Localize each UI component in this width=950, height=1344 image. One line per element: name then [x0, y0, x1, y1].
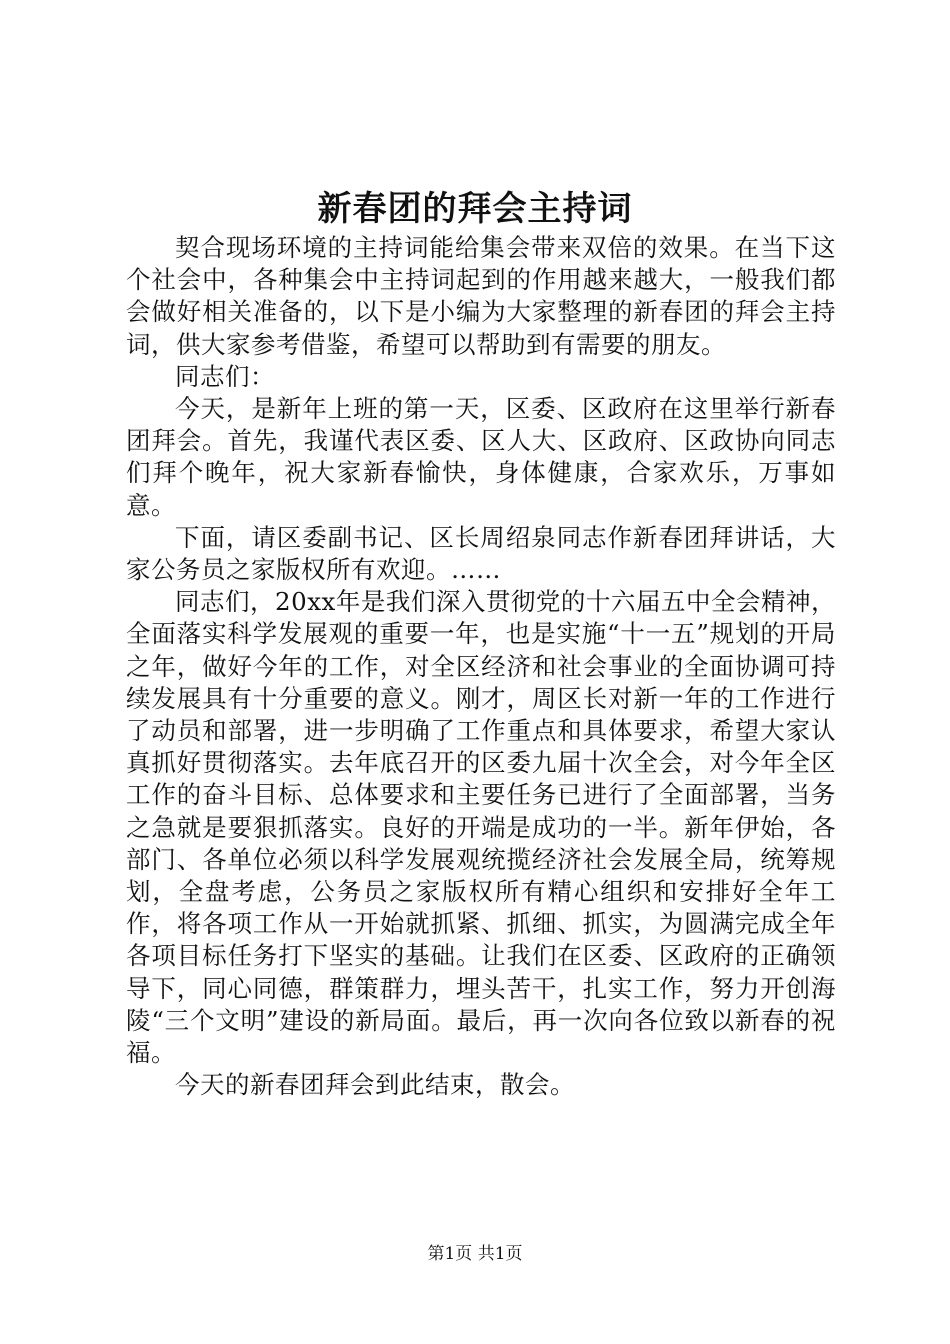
page-number: 第1页 — [427, 1244, 473, 1264]
paragraph-greeting: 今天，是新年上班的第一天，区委、区政府在这里举行新春团拜会。首先，我谨代表区委、区人大、区政府、区政协向同志们拜个晚年，祝大家新春愉快，身体健康，合家欢乐，万事如意。 — [126, 394, 836, 520]
document-body — [126, 232, 836, 1101]
page-footer — [0, 1242, 950, 1266]
paragraph-speech-invite: 下面，请区委副书记、区长周绍泉同志作新春团拜讲话，大家公务员之家版权所有欢迎。…… — [126, 522, 836, 585]
page-total: 共1页 — [477, 1244, 523, 1264]
paragraph-main-speech: 同志们，20xx年是我们深入贯彻党的十六届五中全会精神，全面落实科学发展观的重要一年，也是实施“十一五”规划的开局之年，做好今年的工作，对全区经济和社会事业的全面协调可持续发展具有十分重要的意义。刚才，周区长对新一年的工作进行了动员和部署，进一步明确了工作重点和具体要求，希望大家认真抓好贯彻落实。去年底召开的区委九届十次全会，对今年全区工作的奋斗目标、总体要求和主要任务已进行了全面部署，当务之急就是要狠抓落实。良好的开端是成功的一半。新年伊始，各部门、各单位必须以科学发展观统揽经济社会发展全局，统筹规划，全盘考虑，公务员之家版权所有精心组织和安排好全年工作，将各项工作从一开始就抓紧、抓细、抓实，为圆满完成全年各项目标任务打下坚实的基础。让我们在区委、区政府的正确领导下，同心同德，群策群力，埋头苦干，扎实工作，努力开创海陵“三个文明”建设的新局面。最后，再一次向各位致以新春的祝福。 — [126, 587, 836, 1068]
paragraph-closing: 今天的新春团拜会到此结束，散会。 — [175, 1070, 575, 1100]
document-title: 新春团的拜会主持词 — [317, 189, 633, 229]
paragraph-salutation: 同志们： — [175, 361, 275, 391]
paragraph-intro: 契合现场环境的主持词能给集会带来双倍的效果。在当下这个社会中，各种集会中主持词起到的作用越来越大，一般我们都会做好相关准备的，以下是小编为大家整理的新春团的拜会主持词，供大家参考借鉴，希望可以帮助到有需要的朋友。 — [126, 233, 836, 359]
